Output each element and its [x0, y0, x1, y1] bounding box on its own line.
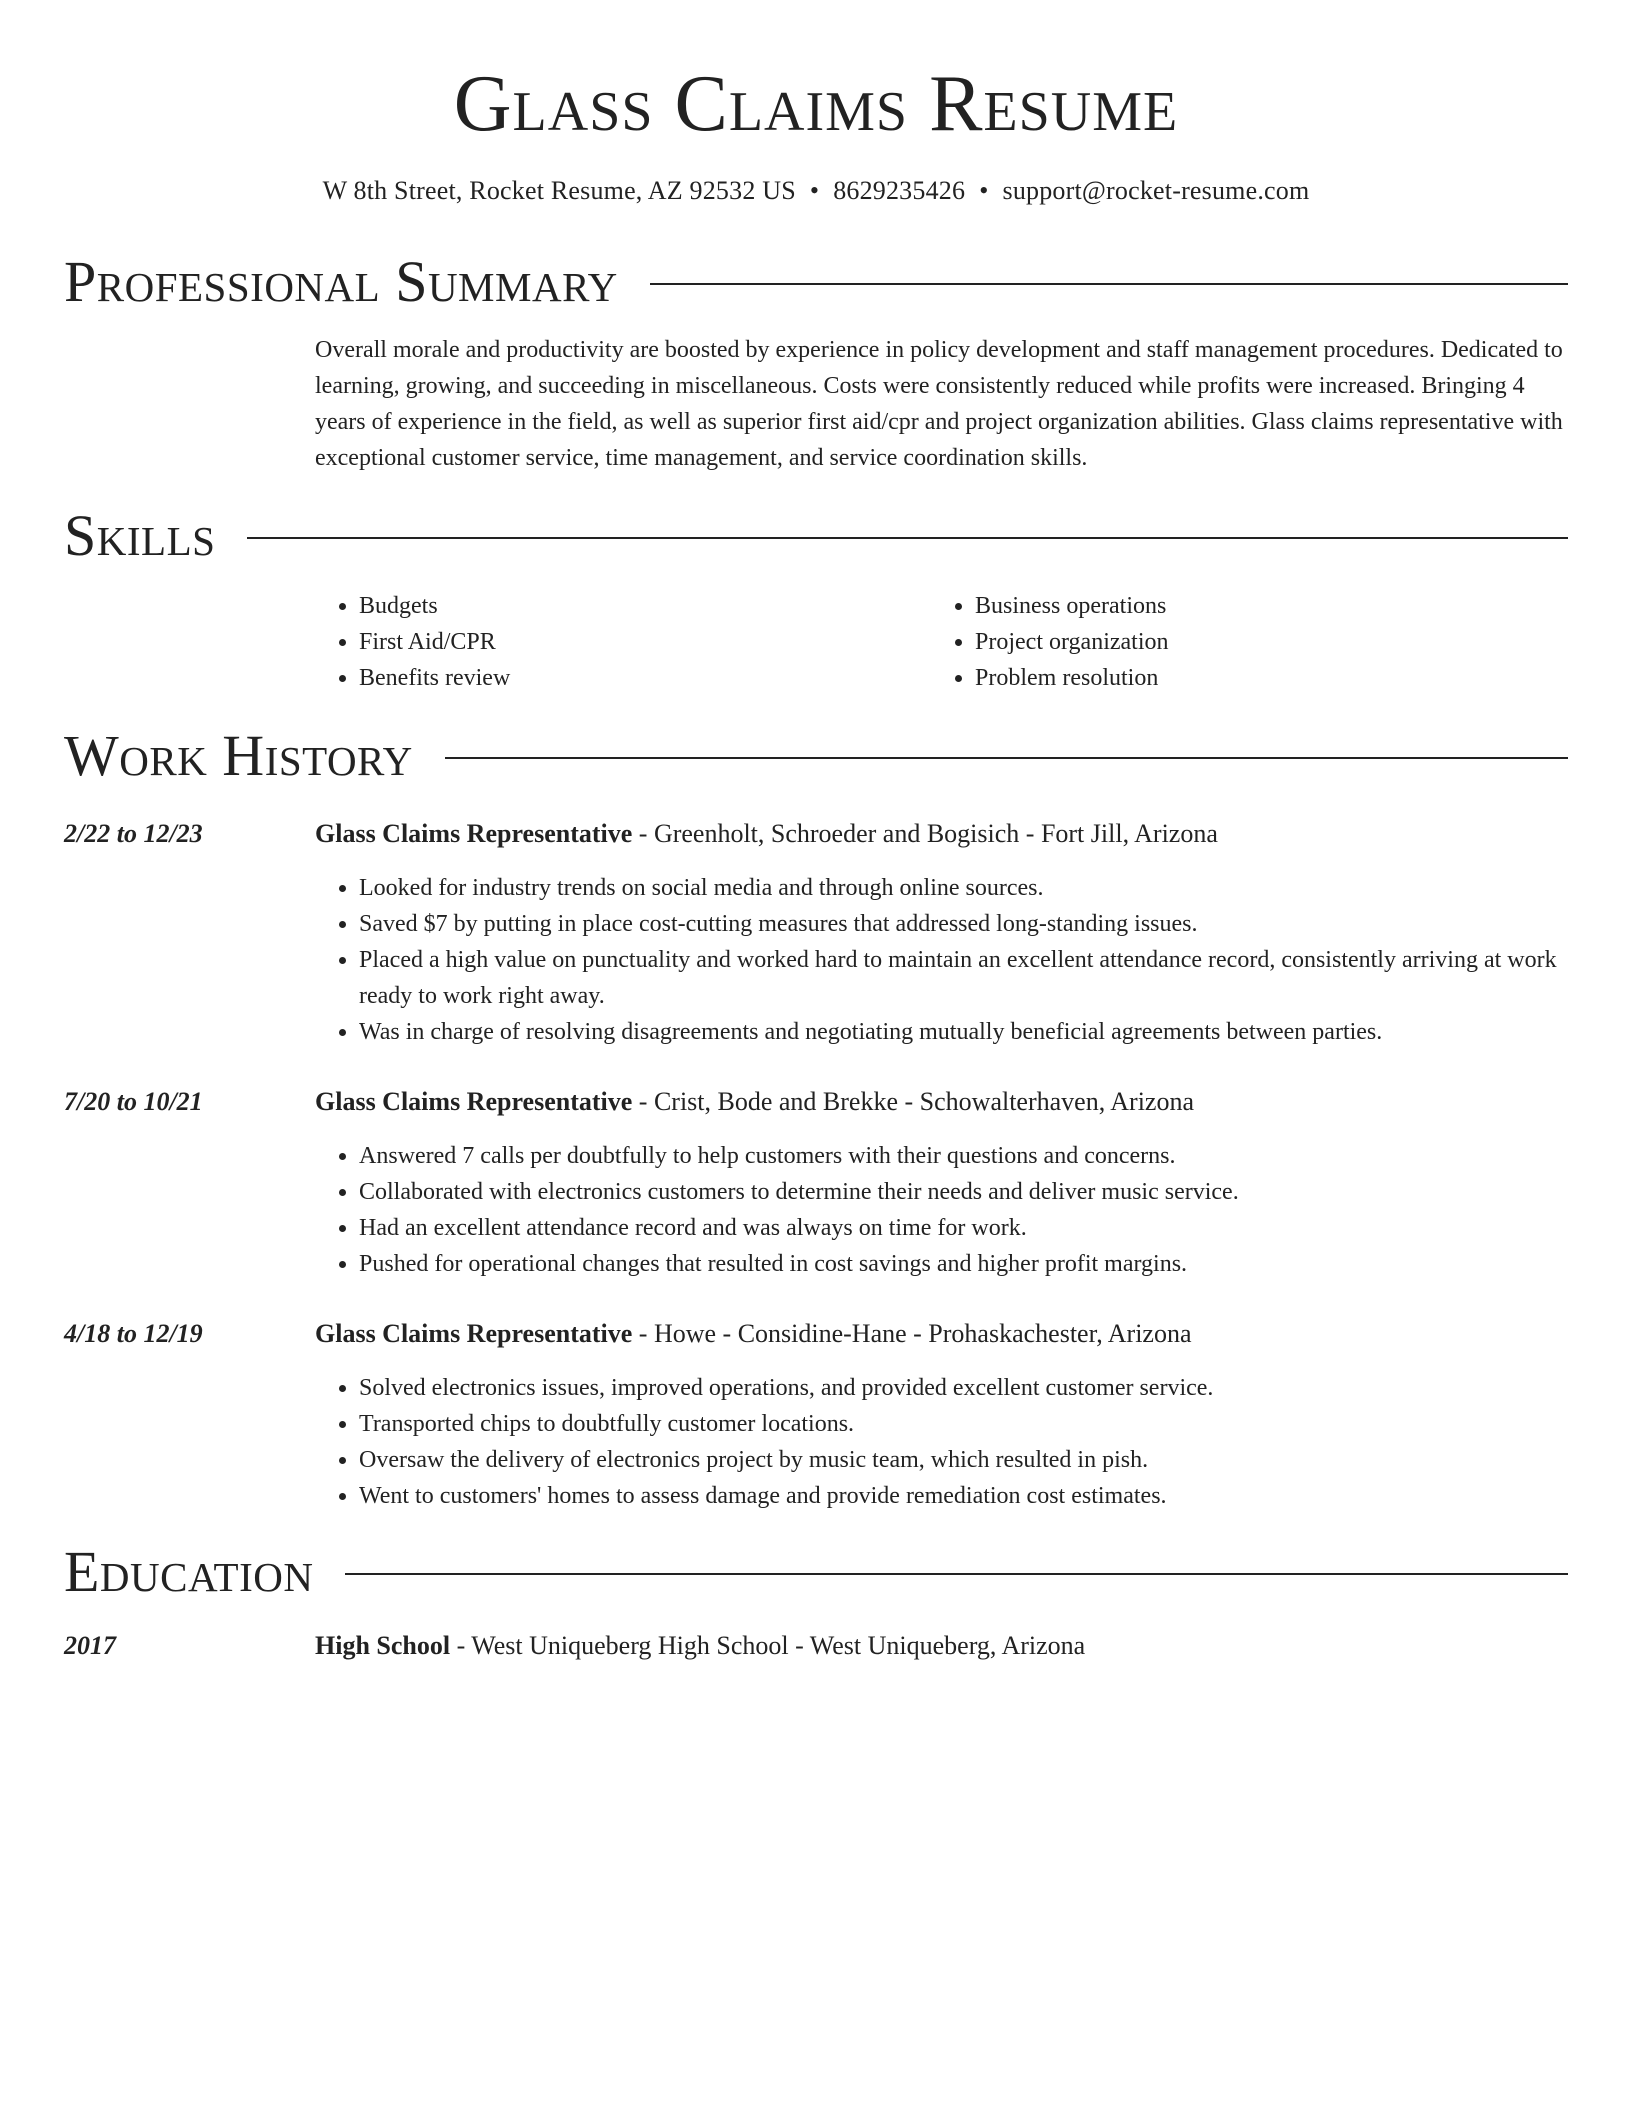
- job-title-line: [315, 816, 1568, 852]
- job-entry: [64, 1084, 1568, 1282]
- skills-column-1: [315, 588, 931, 696]
- skills-column-2: [931, 588, 1169, 696]
- section-divider: [247, 537, 1568, 539]
- job-employer: - Howe - Considine-Hane - Prohaskachester, Arizona: [632, 1319, 1192, 1348]
- job-bullet: • Oversaw the delivery of electronics project by music team, which resulted in pish.: [359, 1442, 1568, 1478]
- job-bullet: • Answered 7 calls per doubtfully to help customers with their questions and concerns.: [359, 1138, 1568, 1174]
- job-title: Glass Claims Representative: [315, 1087, 633, 1116]
- contact-address: W 8th Street, Rocket Resume, AZ 92532 US: [322, 176, 796, 205]
- contact-separator: •: [809, 176, 820, 205]
- summary-text: Overall morale and productivity are boosted by experience in policy development and staff management procedures. Dedicated to learning, growing, and succeeding in miscellaneous. Costs were consistently reduced while profits were increased. Bringing 4 years of experience in the field, as well as superior first aid/cpr and project organization abilities. Glass claims representative with exceptional customer service, time management, and service coordination skills.: [315, 337, 1563, 471]
- job-bullet: • Went to customers' homes to assess damage and provide remediation cost estimates.: [359, 1478, 1568, 1514]
- summary-left-spacer: [64, 332, 315, 476]
- job-title: Glass Claims Representative: [315, 1319, 633, 1348]
- contact-phone: 8629235426: [833, 176, 966, 205]
- summary-section-header: [64, 249, 1568, 314]
- job-entry: [64, 1316, 1568, 1514]
- education-section-header: [64, 1539, 1568, 1604]
- skill-item: • Project organization: [975, 624, 1169, 660]
- summary-row: [64, 332, 1568, 476]
- job-title-line: [315, 1084, 1568, 1120]
- education-school: - West Uniqueberg High School - West Uniqueberg, Arizona: [450, 1631, 1086, 1660]
- skill-item: • Budgets: [359, 588, 931, 624]
- job-employer: - Crist, Bode and Brekke - Schowalterhaven, Arizona: [632, 1087, 1195, 1116]
- education-line: [315, 1628, 1568, 1664]
- job-bullet: • Placed a high value on punctuality and worked hard to maintain an excellent attendance record, consistently arriving at work ready to work right away.: [359, 942, 1568, 1014]
- job-bullet: • Pushed for operational changes that resulted in cost savings and higher profit margins.: [359, 1246, 1568, 1282]
- job-bullet: • Had an excellent attendance record and was always on time for work.: [359, 1210, 1568, 1246]
- education-heading: Education: [64, 1539, 314, 1604]
- skills-lists: [315, 588, 1568, 696]
- skill-item: • Benefits review: [359, 660, 931, 696]
- job-bullets: [315, 1370, 1568, 1514]
- skills-section-header: [64, 503, 1568, 568]
- job-bullet: • Collaborated with electronics customers to determine their needs and deliver music service.: [359, 1174, 1568, 1210]
- job-bullet: • Transported chips to doubtfully customer locations.: [359, 1406, 1568, 1442]
- education-entry: [64, 1628, 1568, 1664]
- skill-item: • First Aid/CPR: [359, 624, 931, 660]
- job-bullet: • Looked for industry trends on social media and through online sources.: [359, 870, 1568, 906]
- section-divider: [345, 1573, 1568, 1575]
- job-dates: 7/20 to 10/21: [64, 1087, 203, 1116]
- summary-heading: Professional Summary: [64, 249, 618, 314]
- work-heading: Work History: [64, 723, 413, 788]
- job-title: Glass Claims Representative: [315, 819, 633, 848]
- contact-email: support@rocket-resume.com: [1002, 176, 1310, 205]
- job-dates: 4/18 to 12/19: [64, 1319, 203, 1348]
- work-history-list: [64, 816, 1568, 1514]
- skill-item: • Problem resolution: [975, 660, 1169, 696]
- job-bullets: [315, 870, 1568, 1050]
- contact-line: [64, 174, 1568, 208]
- resume-title: Glass Claims Resume: [453, 60, 1179, 148]
- job-bullet: • Solved electronics issues, improved operations, and provided excellent customer service.: [359, 1370, 1568, 1406]
- skills-row: [64, 566, 1568, 696]
- skills-left-spacer: [64, 566, 315, 696]
- job-bullet: • Saved $7 by putting in place cost-cutting measures that addressed long-standing issues.: [359, 906, 1568, 942]
- skills-heading: Skills: [64, 503, 216, 568]
- job-title-line: [315, 1316, 1568, 1352]
- education-year: 2017: [64, 1631, 116, 1660]
- work-section-header: [64, 723, 1568, 788]
- job-entry: [64, 816, 1568, 1050]
- job-employer: - Greenholt, Schroeder and Bogisich - Fort Jill, Arizona: [632, 819, 1218, 848]
- job-dates: 2/22 to 12/23: [64, 819, 203, 848]
- education-degree: High School: [315, 1631, 451, 1660]
- resume-page: [64, 0, 1568, 1664]
- section-divider: [445, 757, 1568, 759]
- job-bullet: • Was in charge of resolving disagreements and negotiating mutually beneficial agreements between parties.: [359, 1014, 1568, 1050]
- skill-item: • Business operations: [975, 588, 1169, 624]
- contact-separator: •: [979, 176, 989, 205]
- section-divider: [650, 283, 1568, 285]
- job-bullets: [315, 1138, 1568, 1282]
